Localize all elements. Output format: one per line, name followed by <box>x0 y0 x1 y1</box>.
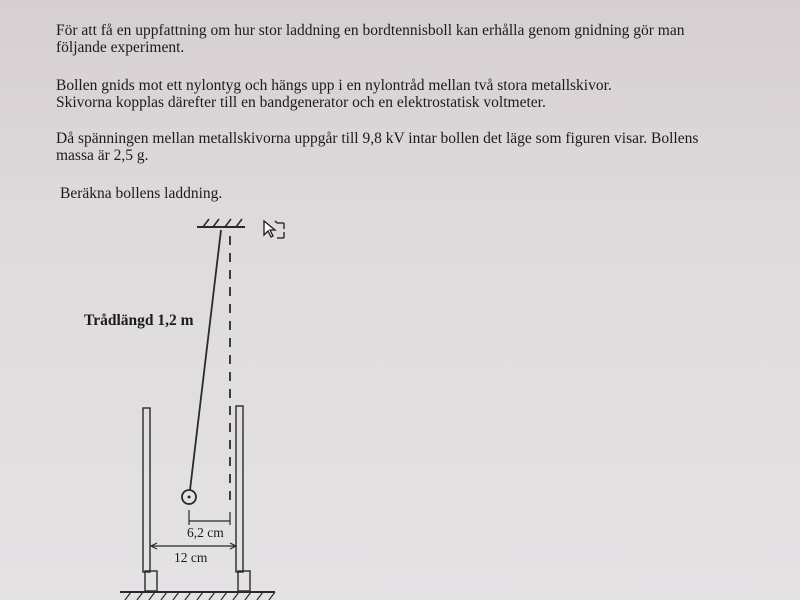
text-line: Skivorna kopplas därefter till en bandgenerator och en elektrostatisk voltmeter. <box>56 94 546 111</box>
right-plate-foot <box>238 571 250 591</box>
text-line: Beräkna bollens laddning. <box>60 185 223 202</box>
text-line: För att få en uppfattning om hur stor laddning en bordtennisboll kan erhålla genom gnidning gör man <box>56 22 685 39</box>
wire-length-label: Trådlängd 1,2 m <box>84 312 194 329</box>
nylon-thread <box>190 230 221 490</box>
ceiling-hatch <box>225 219 231 227</box>
ceiling-hatch <box>236 219 242 227</box>
ball-offset-label: 6,2 cm <box>187 525 224 540</box>
plate-distance-label: 12 cm <box>174 550 208 565</box>
paragraph-intro <box>56 22 684 56</box>
arrow-head-left <box>151 543 157 549</box>
text-line: massa är 2,5 g. <box>56 147 149 164</box>
ceiling-hatch <box>213 219 219 227</box>
ball <box>182 490 196 504</box>
paragraph-conditions <box>56 130 698 164</box>
text-line: Bollen gnids mot ett nylontyg och hängs upp i en nylontråd mellan två stora metallskivor. <box>56 77 612 94</box>
left-plate-foot <box>145 571 157 591</box>
ball-center <box>188 496 191 499</box>
text-line: Då spänningen mellan metallskivorna uppgår till 9,8 kV intar bollen det läge som figuren visar. Bollens <box>56 130 699 147</box>
ceiling-hatch <box>203 219 209 227</box>
ground-hatching <box>125 592 275 600</box>
question-text <box>60 185 222 202</box>
text-line: följande experiment. <box>56 39 185 56</box>
right-metal-plate <box>236 406 243 572</box>
arrow-head-right <box>230 543 236 549</box>
paragraph-setup <box>56 77 612 111</box>
pointer-with-move-arrows-icon <box>262 219 286 241</box>
left-metal-plate <box>143 408 150 572</box>
